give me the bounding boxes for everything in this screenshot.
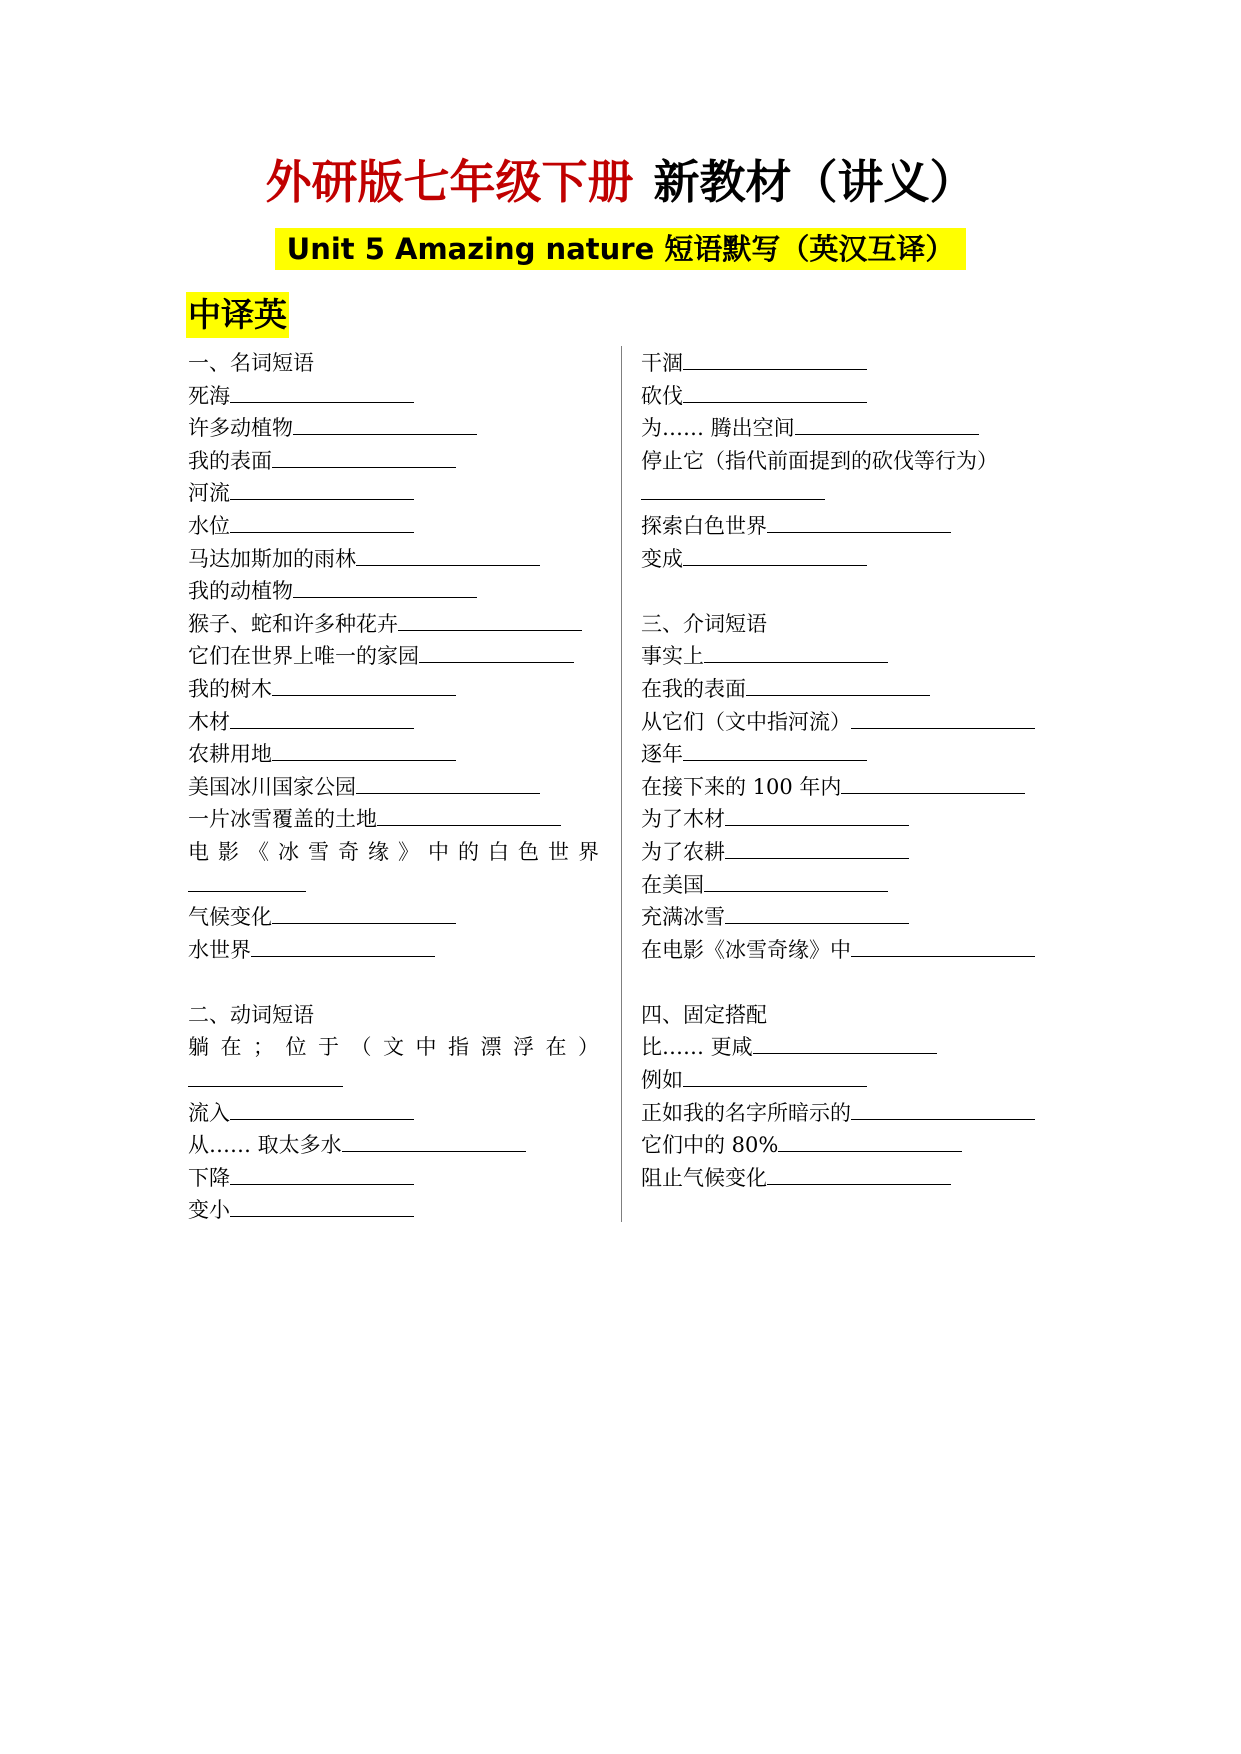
list-item [641,673,1053,706]
item-label: 水世界 [188,937,251,962]
answer-blank[interactable] [230,380,414,403]
answer-blank[interactable] [704,869,888,892]
answer-blank[interactable] [272,673,456,696]
list-item [641,836,1053,869]
answer-blank[interactable] [230,1162,414,1185]
list-item [188,1129,600,1162]
item-label: 事实上 [641,644,704,669]
item-label: 逐年 [641,742,683,767]
item-label: 干涸 [641,351,683,375]
answer-blank[interactable] [342,1129,526,1152]
list-item [188,1031,600,1064]
answer-blank[interactable] [683,347,867,370]
answer-blank[interactable] [725,901,909,924]
item-label: 猴子、蛇和许多种花卉 [188,611,398,636]
item-label: 美国冰川国家公园 [188,774,356,799]
answer-blank[interactable] [683,1064,867,1087]
item-label: 从…… 取太多水 [188,1133,342,1158]
heading-noun-phrases [188,347,600,380]
list-item [641,380,1053,413]
list-item [188,706,600,739]
item-label: 为了农耕 [641,839,725,864]
answer-blank[interactable] [356,771,540,794]
list-item-continuation [188,1064,600,1097]
item-label: 停止它（指代前面提到的砍伐等行为） [641,448,998,473]
item-label: 死海 [188,383,230,408]
spacer [641,966,1053,999]
list-item [188,445,600,478]
answer-blank[interactable] [272,901,456,924]
item-label: 充满冰雪 [641,905,725,930]
item-label: 在接下来的 100 年内 [641,774,842,799]
answer-blank[interactable] [230,706,414,729]
list-item-continuation [188,869,600,902]
heading-text: 三、介词短语 [641,611,767,636]
list-item [641,640,1053,673]
item-label: 为…… 腾出空间 [641,416,795,441]
item-label: 在美国 [641,872,704,897]
answer-blank[interactable] [272,738,456,761]
list-item [188,477,600,510]
section-title: 中译英 [186,292,289,338]
title-red: 外研版七年级下册 [265,155,634,209]
list-item [188,934,600,967]
title-black: 新教材（讲义） [653,155,976,209]
heading-text: 四、固定搭配 [641,1002,767,1027]
item-label: 电影《冰雪奇缘》中的白色世界 [188,839,600,864]
answer-blank[interactable] [230,1194,414,1217]
answer-blank[interactable] [683,543,867,566]
item-label: 木材 [188,709,230,734]
item-label: 为了木材 [641,807,725,832]
subtitle-wrap [0,228,1241,270]
answer-blank[interactable] [851,706,1035,729]
list-item [641,543,1053,576]
answer-blank[interactable] [356,543,540,566]
list-item [641,445,1053,478]
heading-prepositional-phrases [641,608,1053,641]
answer-blank[interactable] [778,1129,962,1152]
answer-blank[interactable] [753,1031,937,1054]
list-item [641,347,1053,380]
list-item [641,1064,1053,1097]
list-item [188,901,600,934]
list-item [188,673,600,706]
item-label: 变小 [188,1198,230,1223]
list-item [641,706,1053,739]
item-label: 它们中的 80% [641,1133,779,1158]
item-label: 例如 [641,1068,683,1093]
list-item [188,412,600,445]
answer-blank[interactable] [841,771,1025,794]
list-item [641,1031,1053,1064]
list-item [641,1097,1053,1130]
answer-blank[interactable] [251,934,435,957]
list-item [641,412,1053,445]
list-item [188,640,600,673]
answer-blank[interactable] [746,673,930,696]
answer-blank[interactable] [851,1097,1035,1120]
item-label: 我的表面 [188,448,272,473]
list-item [641,934,1053,967]
item-label: 阻止气候变化 [641,1165,767,1190]
item-label: 下降 [188,1165,230,1190]
list-item [188,771,600,804]
answer-blank[interactable] [683,738,867,761]
list-item [188,1162,600,1195]
list-item [641,1129,1053,1162]
spacer [188,966,600,999]
heading-fixed-expressions [641,999,1053,1032]
item-label: 从它们（文中指河流） [641,709,851,734]
list-item [641,771,1053,804]
answer-blank[interactable] [272,445,456,468]
answer-blank[interactable] [704,640,888,663]
answer-blank[interactable] [767,1162,951,1185]
item-label: 河流 [188,481,230,506]
item-label: 正如我的名字所暗示的 [641,1100,851,1125]
answer-blank[interactable] [767,510,951,533]
answer-blank[interactable] [230,1097,414,1120]
answer-blank[interactable] [188,1064,343,1087]
heading-verb-phrases [188,999,600,1032]
answer-blank[interactable] [188,869,306,892]
list-item [641,1162,1053,1195]
item-label: 许多动植物 [188,416,293,441]
answer-blank[interactable] [230,477,414,500]
list-item [188,803,600,836]
subtitle: Unit 5 Amazing nature 短语默写（英汉互译） [275,228,967,270]
list-item [188,738,600,771]
answer-blank[interactable] [641,477,825,500]
list-item [641,803,1053,836]
answer-blank[interactable] [851,934,1035,957]
list-item [641,869,1053,902]
right-column [641,347,1053,1194]
item-label: 流入 [188,1100,230,1125]
spacer [641,575,1053,608]
item-label: 它们在世界上唯一的家园 [188,644,419,669]
answer-blank[interactable] [293,575,477,598]
answer-blank[interactable] [683,380,867,403]
answer-blank[interactable] [293,412,477,435]
left-column [188,347,600,1227]
list-item [641,510,1053,543]
item-label: 变成 [641,546,683,571]
item-label: 马达加斯加的雨林 [188,546,356,571]
answer-blank[interactable] [725,836,909,859]
item-label: 在电影《冰雪奇缘》中 [641,937,851,962]
item-label: 农耕用地 [188,742,272,767]
answer-blank[interactable] [398,608,582,631]
list-item [641,901,1053,934]
answer-blank[interactable] [230,510,414,533]
list-item [188,575,600,608]
item-label: 比…… 更咸 [641,1035,753,1060]
list-item [188,543,600,576]
item-label: 我的树木 [188,676,272,701]
page-title [0,152,1241,212]
list-item [188,1097,600,1130]
list-item-continuation [641,477,1053,510]
list-item [188,836,600,869]
answer-blank[interactable] [725,803,909,826]
item-label: 一片冰雪覆盖的土地 [188,807,377,832]
answer-blank[interactable] [419,640,574,663]
list-item [188,608,600,641]
item-label: 在我的表面 [641,676,746,701]
heading-text: 二、动词短语 [188,1002,314,1027]
answer-blank[interactable] [795,412,979,435]
item-label: 砍伐 [641,383,683,408]
list-item [188,380,600,413]
answer-blank[interactable] [377,803,561,826]
list-item [641,738,1053,771]
item-label: 气候变化 [188,905,272,930]
item-label: 水位 [188,513,230,538]
item-label: 我的动植物 [188,579,293,604]
column-divider [621,346,622,1222]
item-label: 探索白色世界 [641,513,767,538]
item-label: 躺在；位于（文中指漂浮在） [188,1035,600,1060]
list-item [188,510,600,543]
list-item [188,1194,600,1227]
heading-text: 一、名词短语 [188,351,314,375]
